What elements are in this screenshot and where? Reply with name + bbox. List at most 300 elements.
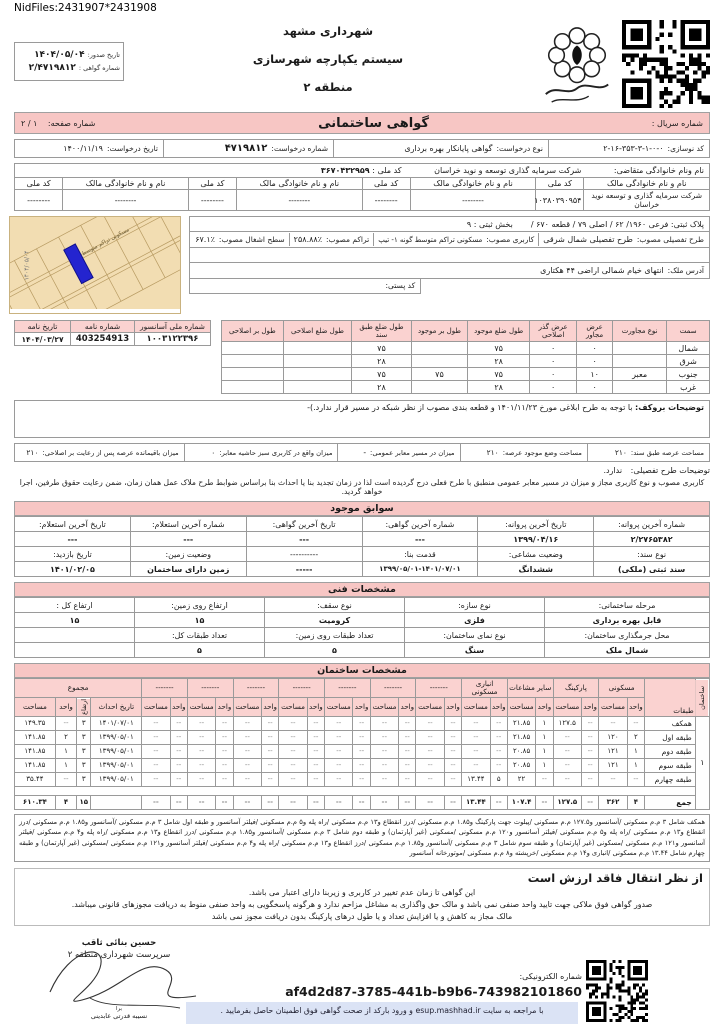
floors-value-cell: -- <box>582 795 599 809</box>
usage-group-header: سایر مشاعات <box>507 679 553 698</box>
signer-title: سرپرست شهرداری منطقه ۲ <box>67 949 171 960</box>
floors-value-cell: -- <box>233 758 261 772</box>
unit-header: واحد <box>55 698 76 717</box>
transfer-heading: از نظر انتقال فاقد ارزش است <box>527 870 703 885</box>
adjacency-cell: ۲۸ <box>352 355 411 368</box>
floors-value-cell: -- <box>399 758 416 772</box>
floors-column-header: طبقات <box>644 679 695 717</box>
floors-value-cell: -- <box>444 730 461 744</box>
usage-group-header: مسکونی <box>599 679 645 698</box>
records-table <box>14 516 710 577</box>
owner-name-header: نام و نام خانوادگی مالک <box>63 178 189 190</box>
facade-type-value: سنگ <box>405 643 545 658</box>
floors-value-cell: -- <box>627 772 644 786</box>
floors-value-cell: ۳ <box>77 730 91 744</box>
adjacency-cell: ۷۵ <box>352 342 411 355</box>
floors-row <box>15 786 710 795</box>
approved-density-label: تراکم مصوب: <box>326 235 370 244</box>
floors-above-ground-value: ۵ <box>265 643 405 658</box>
usage-group-header: ------- <box>325 679 371 698</box>
owner-code-header: کد ملی <box>536 178 584 190</box>
deed-type-label: نوع سند: <box>594 547 710 562</box>
floor-name: جمع <box>644 795 695 809</box>
owners-value-row <box>15 190 710 211</box>
total-height-label: ارتفاع کل : <box>15 598 135 613</box>
floors-value-cell: -- <box>170 716 187 730</box>
technical-value-row-2 <box>15 643 710 658</box>
floors-value-cell: ۳ <box>77 716 91 730</box>
floors-value-cell: ۲ <box>627 730 644 744</box>
area-header: مساحت <box>462 698 490 717</box>
last-permit-date-value: ۱۳۹۹/۰۴/۱۶ <box>478 532 594 547</box>
adjacency-cell: معبر <box>612 368 666 381</box>
unit-header: واحد <box>170 698 187 717</box>
adjacency-row <box>222 342 710 355</box>
last-permit-no-value: ۲/۲۷۶۵۳۸۲ <box>594 532 710 547</box>
floors-value-cell: ۱۲۷.۵ <box>553 716 581 730</box>
plan-row <box>189 232 710 248</box>
shared-status-label: وضعیت مشاعی: <box>478 547 594 562</box>
map-print-date: ۱۴۰۴/۰۵/۰۴ <box>23 250 31 281</box>
area-header: مساحت <box>507 698 535 717</box>
request-type-value: گواهی پایانکار بهره برداری <box>404 144 493 153</box>
elevator-letter-table <box>14 320 211 346</box>
floors-value-cell: -- <box>490 730 507 744</box>
floors-note-box: همکف شامل ۳ م.م مسکونی /آسانسور و۱۲۷.۵ م.م مسکونی /پیلوت جهت پارکینگ و۱.۸۵ م.م مسکونی /درز انقطاع و۱۳ م.م مسکونی /راه پله و۵ م.م مسکونی /فیلتر آسانسور و طبقه اول شامل ۳ م.م مسکونی /آسانسور و۱.۸۵ م.م مسکونی /درز انقطاع و۱۳ م.م مسکونی /راه پله و۵ م.م مسکونی /فیلتر آسانسور و۱۲۰ م.م مسکونی /مسکونی (غیر آپارتمان) و طبقه دوم شامل ۳ م.م مسکونی /آسانسور و۱.۸۵ م.م مسکونی /درز انقطاع و۱۳ م.م مسکونی /راه پله و۴ م.م مسکونی /فیلتر آسانسور و۱۲۱ م.م مسکونی /مسکونی (غیر آپارتمان) و طبقه سوم شامل ۳ م.م مسکونی /آسانسور و۱.۸۵ م.م مسکونی /درز انقطاع و۱۳ م.م مسکونی /راه پله و۴ م.م مسکونی /فیلتر آسانسور و۱۲۱ م.م مسکونی /مسکونی (غیر آپارتمان) و طبقه چهارم شامل ۱۳.۴۴ م.م مسکونی /انباری و۱۴ م.م مسکونی /خرپشته و۸ م.م مسکونی /موتورخانه آسانسور <box>14 814 710 862</box>
area-remaining-label: میزان باقیمانده عرصه پس از رعایت بر اصلاحی: <box>42 448 179 457</box>
adjacency-cell <box>222 342 284 355</box>
technical-header-row-2 <box>15 628 710 643</box>
direction-cell: جنوب <box>667 368 710 381</box>
floors-value-cell: -- <box>399 772 416 786</box>
area-header: مساحت <box>416 698 444 717</box>
col-deed-side-length: طول ضلع طبق سند <box>352 321 411 342</box>
height-above-ground-value: ۱۵ <box>135 613 265 628</box>
technical-table <box>14 597 710 658</box>
letter-date-value: ۱۴۰۴/۰۳/۲۷ <box>15 333 71 346</box>
owners-header-row <box>15 178 710 190</box>
floors-value-cell: -- <box>216 744 233 758</box>
adjacency-cell: ۷۵ <box>411 368 468 381</box>
floors-value-cell: -- <box>553 730 581 744</box>
area-header: مساحت <box>15 698 56 717</box>
area-existing <box>461 444 588 461</box>
area-remaining-value: ۲۱۰ <box>26 448 39 457</box>
floors-value-cell: -- <box>353 795 370 809</box>
registration-plate: پلاک ثبتی: فرعی ۱۹۶۰/ ۶۲ / اصلی ۷۹ / قطعه ۶۷۰ / <box>530 219 704 229</box>
area-header: مساحت <box>142 698 170 717</box>
floors-value-cell: ۲۱.۸۵ <box>507 730 535 744</box>
floors-value-cell: -- <box>307 716 324 730</box>
construction-date-header: تاریخ احداث <box>91 698 142 717</box>
floors-value-cell: -- <box>279 716 307 730</box>
floors-value-cell: -- <box>462 730 490 744</box>
postal-code-box <box>189 279 421 294</box>
signer-name: حسین بنائی ثاقب <box>81 937 157 948</box>
approved-density <box>294 233 375 246</box>
area-green-margin-label: میزان واقع در کاربری سبز حاشیه معابر: <box>219 448 333 457</box>
address-value: انتهای خیام شمالی اراضی ۴۴ هکتاری <box>540 266 664 275</box>
nid-files-note: NidFiles:2431907*2431908 <box>14 2 157 14</box>
area-header: مساحت <box>187 698 215 717</box>
applicant-owners-table <box>14 163 710 211</box>
owner-code: -------- <box>188 190 236 211</box>
floors-value-cell: ۲۱.۸۵ <box>507 716 535 730</box>
usage-group-header: ------- <box>416 679 462 698</box>
floors-value-cell: -- <box>142 772 170 786</box>
floors-value-cell: ۱ <box>627 758 644 772</box>
construction-stage-value: قابل بهره برداری <box>545 613 710 628</box>
last-permit-date-label: تاریخ آخرین پروانه: <box>478 517 594 532</box>
records-value-row-2 <box>15 562 710 577</box>
adjacency-cell: ۰ <box>577 381 613 394</box>
unit-header: واحد <box>353 698 370 717</box>
col-existing-side-length: طول ضلع موجود <box>468 321 530 342</box>
mass-position-value: شمال ملک <box>545 643 710 658</box>
area-header: مساحت <box>553 698 581 717</box>
floors-value-cell: ۱ <box>536 758 553 772</box>
owner-name-header: نام و نام خانوادگی مالک <box>584 178 710 190</box>
document-header <box>14 20 710 108</box>
structure-type-value: فلزی <box>405 613 545 628</box>
usage-group-header: پارکینگ <box>553 679 599 698</box>
approved-use <box>378 233 539 246</box>
detail-plan-label: طرح تفصیلی مصوب: <box>636 235 704 244</box>
floors-value-cell: -- <box>170 772 187 786</box>
floors-value-cell: -- <box>399 744 416 758</box>
floors-value-cell: -- <box>170 744 187 758</box>
floors-value-cell: -- <box>370 772 398 786</box>
floor-name: طبقه اول <box>644 730 695 744</box>
signature-icon <box>30 940 210 1020</box>
postal-code-label: کد پستی: <box>385 281 416 290</box>
floor-name: طبقه سوم <box>644 758 695 772</box>
plot-map-section <box>14 216 710 314</box>
floors-value-cell: -- <box>370 730 398 744</box>
floors-value-cell: -- <box>353 772 370 786</box>
floor-name: طبقه چهارم <box>644 772 695 786</box>
floors-value-cell: -- <box>170 758 187 772</box>
technical-empty-cell <box>15 628 135 643</box>
floors-value-cell: -- <box>233 795 261 809</box>
floors-value-cell: ۱۳.۴۴ <box>462 772 490 786</box>
last-cert-no-label: شماره آخرین گواهی: <box>362 517 478 532</box>
floors-value-cell: -- <box>262 716 279 730</box>
serial-label: شماره سریال : <box>651 118 703 128</box>
floor-name: طبقه دوم <box>644 744 695 758</box>
elevator-header-row <box>15 321 211 333</box>
floors-value-cell: -- <box>416 758 444 772</box>
map-zone-label: مسکونی تراکم متوسط <box>80 227 131 258</box>
request-date-label: تاریخ درخواست: <box>106 144 158 153</box>
floors-value-cell: -- <box>325 744 353 758</box>
floors-value-cell: -- <box>279 730 307 744</box>
area-header: مساحت <box>325 698 353 717</box>
floors-row <box>15 730 710 744</box>
adjacency-cell <box>222 368 284 381</box>
floors-value-cell: -- <box>444 795 461 809</box>
floors-value-cell: -- <box>187 716 215 730</box>
building-age-value: ۱۳۹۹/۰۵/۰۱-۱۴۰۱/۰۷/۰۱ <box>362 562 478 577</box>
adjacency-cell <box>612 342 666 355</box>
floors-value-cell: ۱۴۹.۳۵ <box>15 716 56 730</box>
floors-value-cell: -- <box>142 795 170 809</box>
land-status-label: وضعیت زمین: <box>130 547 246 562</box>
adjacency-cell: ۲۸ <box>468 381 530 394</box>
last-inquiry-date-label: تاریخ آخرین استعلام: <box>15 517 131 532</box>
floors-value-cell: ۱۲۷.۵ <box>553 795 581 809</box>
visit-date-value: ۱۴۰۱/۰۲/۰۵ <box>15 562 131 577</box>
floors-value-cell: -- <box>444 744 461 758</box>
floors-value-cell: -- <box>216 795 233 809</box>
approved-density-value: ۲۵۸.۸۸٪ <box>293 235 322 244</box>
qr-code-bottom <box>586 960 648 1022</box>
floors-value-cell: ۵ <box>490 772 507 786</box>
land-areas-strip <box>14 443 710 462</box>
floors-value-cell: -- <box>279 772 307 786</box>
floors-value-cell: -- <box>370 744 398 758</box>
floors-value-cell: -- <box>55 716 76 730</box>
floors-value-cell: -- <box>490 744 507 758</box>
floors-value-cell: -- <box>233 772 261 786</box>
adjacency-table <box>221 320 710 394</box>
request-number-value: ۴۷۱۹۸۱۲ <box>224 143 268 154</box>
elevator-value-row <box>15 333 211 346</box>
floors-value-cell: -- <box>187 795 215 809</box>
facade-type-label: نوع نمای ساختمان: <box>405 628 545 643</box>
structure-type-label: نوع سازه: <box>405 598 545 613</box>
visit-date-label: تاریخ بازدید: <box>15 547 131 562</box>
last-inquiry-no-label: شماره آخرین استعلام: <box>130 517 246 532</box>
floors-value-cell: -- <box>216 772 233 786</box>
floors-value-cell: -- <box>399 716 416 730</box>
floors-value-cell: ۴ <box>627 795 644 809</box>
floor-name: همکف <box>644 716 695 730</box>
floors-value-cell: -- <box>325 772 353 786</box>
adjacency-header-row <box>222 321 710 342</box>
adjacency-cell <box>283 355 352 368</box>
empty-row <box>189 248 710 263</box>
records-dash-value: ----- <box>246 562 362 577</box>
floors-value-cell: -- <box>216 716 233 730</box>
floors-value-cell: -- <box>233 716 261 730</box>
floors-value-cell: -- <box>536 772 553 786</box>
floors-value-cell: ۱۳۹۹/۰۵/۰۱ <box>91 744 142 758</box>
cert-no-label: شماره گواهی : <box>78 64 120 72</box>
letter-date-header: تاریخ نامه <box>15 321 71 333</box>
adjacency-cell <box>283 342 352 355</box>
adjacency-cell: ۰ <box>577 342 613 355</box>
request-date <box>15 140 164 157</box>
total-floors-value: ۵ <box>135 643 265 658</box>
building-column-header: ساختمان <box>695 679 709 717</box>
adjacency-cell <box>612 355 666 368</box>
floors-value-cell: ۲ <box>55 730 76 744</box>
unit-header: واحد <box>307 698 324 717</box>
floors-value-cell: -- <box>142 730 170 744</box>
adjacency-row <box>222 381 710 394</box>
height-header: ارتفاع <box>77 698 91 717</box>
floors-value-cell: ۱۳.۴۴ <box>462 795 490 809</box>
floors-value-cell: -- <box>353 758 370 772</box>
floors-value-cell: -- <box>262 758 279 772</box>
floors-value-cell: ۱ <box>536 716 553 730</box>
land-status-value: زمین دارای ساختمان <box>130 562 246 577</box>
qr-code-top <box>622 20 710 108</box>
roof-type-label: نوع سقف: <box>265 598 405 613</box>
unit-header: واحد <box>490 698 507 717</box>
floors-value-cell: -- <box>353 744 370 758</box>
adjacency-cell: ۱۰ <box>577 368 613 381</box>
floors-above-ground-label: تعداد طبقات روی زمین: <box>265 628 405 643</box>
col-adjacency-type: نوع مجاورت <box>612 321 666 342</box>
adjacency-row <box>222 355 710 368</box>
floors-value-cell: -- <box>582 758 599 772</box>
floors-value-cell: -- <box>325 730 353 744</box>
deed-type-value: سند ثبتی (ملکی) <box>594 562 710 577</box>
title-bar <box>14 112 710 134</box>
floors-value-cell: -- <box>279 744 307 758</box>
direction-cell: شمال <box>667 342 710 355</box>
issue-info-box <box>14 42 124 81</box>
unit-header: واحد <box>627 698 644 717</box>
floors-value-cell: -- <box>262 730 279 744</box>
applicant-nid-label: کد ملی : <box>372 166 402 175</box>
col-direction: سمت <box>667 321 710 342</box>
floors-value-cell: -- <box>444 758 461 772</box>
floors-value-cell: -- <box>307 795 324 809</box>
floors-value-cell: ۱۲۰ <box>599 730 627 744</box>
floors-value-cell: -- <box>536 795 553 809</box>
detail-plan <box>543 235 704 244</box>
owner-name: -------- <box>410 190 536 211</box>
floors-value-cell: -- <box>553 744 581 758</box>
floors-value-cell: ۳ <box>77 744 91 758</box>
adjacency-row <box>222 368 710 381</box>
adjacency-cell: ۷۵ <box>468 368 530 381</box>
direction-cell: غرب <box>667 381 710 394</box>
floors-value-cell: -- <box>416 772 444 786</box>
page-number-value: ۱ / ۲ <box>21 118 38 128</box>
floors-row <box>15 744 710 758</box>
floors-value-cell: -- <box>462 744 490 758</box>
floors-value-cell: ۳ <box>77 772 91 786</box>
adjacency-cell: ۰ <box>529 381 576 394</box>
floors-value-cell: -- <box>262 744 279 758</box>
floors-value-cell: -- <box>216 758 233 772</box>
floors-row <box>15 758 710 772</box>
construction-stage-label: مرحله ساختمانی: <box>545 598 710 613</box>
floors-value-cell: ۱۳۹۹/۰۵/۰۱ <box>91 730 142 744</box>
renovation-code-label: کد نوسازی: <box>667 144 704 153</box>
transfer-note-box <box>14 868 710 926</box>
mass-position-label: محل جرمگذاری ساختمان: <box>545 628 710 643</box>
issue-date-value: ۱۴۰۴/۰۵/۰۴ <box>34 50 85 60</box>
adjacency-cell: ۰ <box>529 342 576 355</box>
owner-name: -------- <box>237 190 363 211</box>
floors-value-cell: -- <box>370 758 398 772</box>
page-number-label: شماره صفحه: <box>47 118 96 128</box>
area-deed-label: مساحت عرصه طبق سند: <box>630 448 704 457</box>
floors-table <box>14 678 710 810</box>
floors-value-cell: -- <box>187 730 215 744</box>
owner-code-header: کد ملی <box>15 178 63 190</box>
floors-value-cell: ۲۲ <box>507 772 535 786</box>
floors-value-cell: -- <box>353 730 370 744</box>
request-type <box>334 140 549 157</box>
floors-value-cell: ۱۳۹۹/۰۵/۰۱ <box>91 758 142 772</box>
adjacency-cell: ۰ <box>529 368 576 381</box>
deputy-pre: برا <box>115 1005 123 1012</box>
area-existing-value: ۲۱۰ <box>486 448 499 457</box>
floors-value-cell: -- <box>187 744 215 758</box>
electronic-code-value: af4d2d87-3785-441b-b9b6-743982101860 <box>285 983 582 999</box>
applicant-row <box>15 164 710 178</box>
area-remaining <box>15 444 185 461</box>
technical-value-row-1 <box>15 613 710 628</box>
floors-value-cell: ۱۲۱ <box>599 744 627 758</box>
plan-notes-value: ندارد. <box>603 466 623 475</box>
parcel-map <box>9 216 181 314</box>
technical-section-title: مشخصات فنی <box>14 582 710 597</box>
letter-number-value: 403254913 <box>71 333 135 346</box>
deputy-name: نسیبه قدرتی عابدینی <box>90 1011 148 1020</box>
floors-value-cell: -- <box>444 772 461 786</box>
floors-value-cell: -- <box>325 795 353 809</box>
records-header-row-1 <box>15 517 710 532</box>
floors-value-cell: -- <box>142 758 170 772</box>
adjacency-cell <box>411 355 468 368</box>
floors-value-cell: -- <box>416 744 444 758</box>
owner-code: -------- <box>362 190 410 211</box>
usage-group-header: ------- <box>233 679 279 698</box>
floors-value-cell: ۱ <box>536 730 553 744</box>
floors-value-cell: -- <box>142 716 170 730</box>
detail-plan-value: طرح تفصیلی شمال شرقی <box>543 235 633 244</box>
adjacency-cell: ۷۵ <box>468 342 530 355</box>
document-footer <box>14 932 710 1024</box>
header-titles <box>124 20 532 108</box>
area-green-margin-value: ۰ <box>211 448 216 457</box>
floors-value-cell: -- <box>370 795 398 809</box>
technical-header-row-1 <box>15 598 710 613</box>
records-header-row-2 <box>15 547 710 562</box>
parcel-map-image <box>10 217 180 309</box>
floors-value-cell: -- <box>353 716 370 730</box>
system-name: سیستم یکپارچه شهرسازی <box>252 52 404 66</box>
floors-row <box>15 716 710 730</box>
owner-code: -------- <box>15 190 63 211</box>
floors-value-cell: -- <box>187 772 215 786</box>
floors-sum-row <box>15 795 710 809</box>
owner-name-header: نام و نام خانوادگی مالک <box>410 178 536 190</box>
usage-group-header: ------- <box>279 679 325 698</box>
owner-code-header: کد ملی <box>362 178 410 190</box>
floors-value-cell: -- <box>216 730 233 744</box>
elevator-id-value: ۱۰۰۳۱۲۲۳۹۶ <box>135 333 211 346</box>
floors-value-cell: ۳۶۲ <box>599 795 627 809</box>
page-number <box>21 119 95 128</box>
floors-value-cell: -- <box>307 758 324 772</box>
applicant-nid-value: ۳۶۷۰۴۳۲۹۵۹ <box>320 166 370 175</box>
unit-header: واحد <box>262 698 279 717</box>
last-cert-date-label: تاریخ آخرین گواهی: <box>246 517 362 532</box>
floors-value-cell: -- <box>462 758 490 772</box>
electronic-code-label: شماره الکترونیکی: <box>519 971 582 981</box>
transfer-line: این گواهی تا زمان عدم تغییر در کاربری و زیربنا دارای اعتبار می باشد. <box>248 887 476 897</box>
elevator-id-header: شماره ملی آسانسور <box>135 321 211 333</box>
floors-value-cell: -- <box>399 795 416 809</box>
